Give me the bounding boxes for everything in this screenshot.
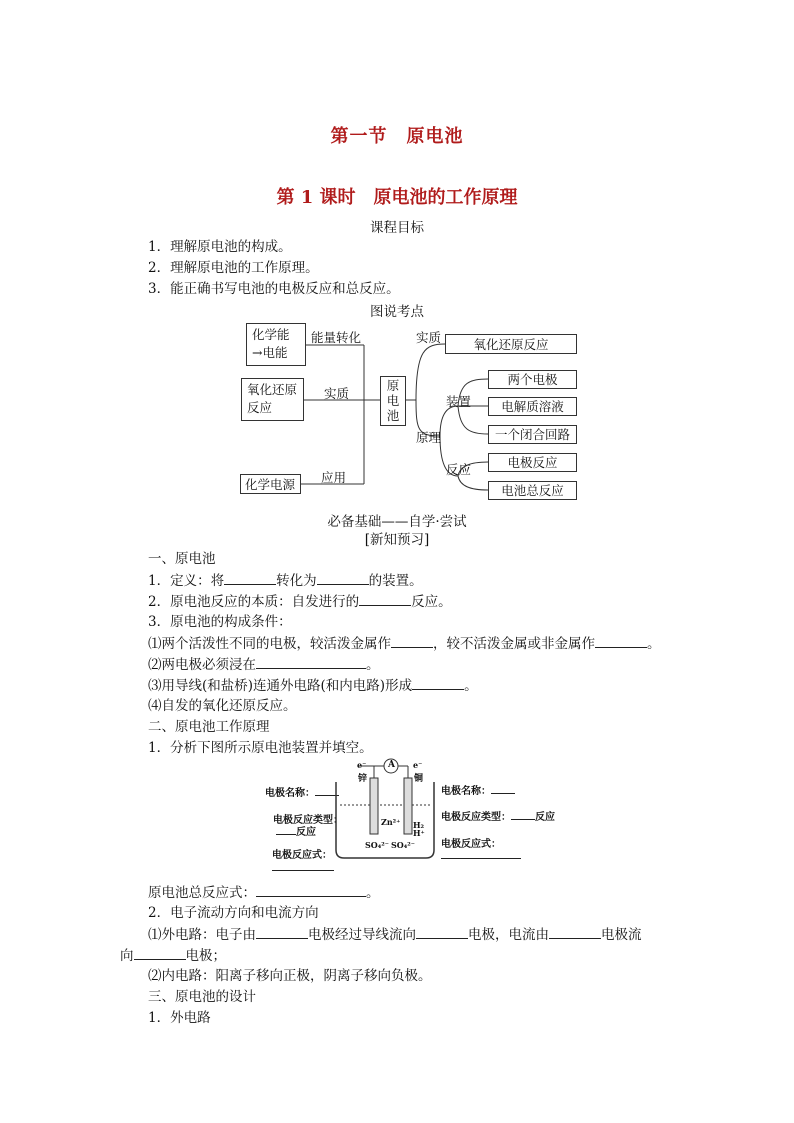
box-chemical-source: 化学电源 (240, 474, 301, 494)
diagram-heading: 图说考点 (370, 304, 424, 320)
label-essence-right: 实质 (416, 330, 442, 345)
center-char-2: 电 (386, 393, 400, 408)
label-essence-left: 实质 (324, 386, 350, 401)
part1-condition-4: ⑷自发的氧化还原反应。 (148, 698, 297, 714)
sulfate-label-1: SO₄²⁻ (365, 840, 389, 850)
left-type-suffix: 反应 (296, 827, 316, 838)
flow-heading: 2．电子流动方向和电流方向 (148, 905, 319, 921)
label-device: 装置 (446, 394, 472, 409)
flow1-text-c: 电极，电流由 (468, 927, 549, 943)
electron-label-left: e⁻ (357, 760, 367, 770)
box-electrolyte: 电解质溶液 (488, 397, 577, 416)
objective-1: 1．理解原电池的构成。 (148, 239, 292, 255)
cond2-text-b: 。 (366, 657, 380, 673)
box-chemical-energy-line1: 化学能 (252, 327, 290, 342)
blank-total-reaction[interactable] (256, 883, 366, 897)
box-chemical-energy-line2: →电能 (252, 345, 288, 360)
zinc-label: 锌 (358, 774, 368, 784)
box-redox-line1: 氧化还原 (247, 382, 298, 397)
right-name-label: 电极名称： (441, 786, 491, 797)
flow1-text-b: 电极经过导线流向 (308, 927, 416, 943)
basics-heading: 必备基础——自学·尝试 (327, 514, 467, 530)
hydrogen-gas-label: H₂ (413, 820, 425, 830)
cond1-text-c: 。 (647, 636, 661, 652)
part3-heading: 三、原电池的设计 (148, 989, 256, 1005)
definition-text-a: 1．定义：将 (148, 573, 225, 589)
cond3-text-b: 。 (464, 678, 478, 694)
total-text-a: 原电池总反应式： (148, 885, 256, 901)
definition-text-b: 转化为 (276, 573, 317, 589)
left-reaction-type: 电极反应类型： (273, 815, 343, 826)
ammeter-icon: A (388, 760, 395, 770)
electron-label-right: e⁻ (413, 760, 423, 770)
essence-text-a: 2．原电池反应的本质：自发进行的 (148, 594, 360, 610)
cond1-text-a: ⑴两个活泼性不同的电极，较活泼金属作 (148, 636, 391, 652)
box-redox-line2: 反应 (247, 400, 273, 415)
box-redox-right: 氧化还原反应 (445, 334, 577, 354)
label-reaction: 反应 (446, 462, 472, 477)
hydrogen-ion-label: H⁺ (413, 828, 425, 838)
center-char-1: 原 (386, 378, 400, 393)
flow-external (148, 925, 642, 944)
part3-item-1: 1．外电路 (148, 1010, 211, 1026)
part2-analyze: 1．分析下图所示原电池装置并填空。 (148, 740, 373, 756)
flow1-text-a: ⑴外电路：电子由 (148, 927, 256, 943)
right-type-label: 电极反应类型： (441, 812, 511, 823)
blank-flow-3[interactable] (549, 925, 601, 939)
copper-label: 铜 (414, 774, 424, 784)
cond3-text-a: ⑶用导线(和盐桥)连通外电路(和内电路)形成 (148, 678, 413, 694)
flow-external-cont (120, 946, 226, 965)
section-title: 第一节 原电池 (330, 126, 464, 147)
total-text-b: 。 (366, 885, 380, 901)
zinc-ion-label: Zn²⁺ (381, 817, 401, 827)
flow1-text-f: 电极； (185, 948, 226, 964)
left-name-label: 电极名称： (265, 788, 315, 799)
cond2-text-a: ⑵两电极必须浸在 (148, 657, 256, 673)
part1-conditions: 3．原电池的构成条件： (148, 614, 292, 630)
definition-text-c: 的装置。 (368, 573, 423, 589)
blank-flow-2[interactable] (416, 925, 468, 939)
total-reaction (148, 883, 380, 902)
sulfate-label-2: SO₄²⁻ (391, 840, 415, 850)
box-electrode-reaction: 电极反应 (488, 453, 577, 472)
label-application: 应用 (321, 470, 347, 485)
right-type-suffix: 反应 (535, 812, 555, 823)
part2-heading: 二、原电池工作原理 (148, 719, 270, 735)
objective-3: 3．能正确书写电池的电极反应和总反应。 (148, 281, 400, 297)
flow1-text-e: 向 (120, 948, 134, 964)
box-two-electrodes: 两个电极 (488, 370, 577, 389)
left-formula-label: 电极反应式： (272, 850, 332, 861)
part1-heading: 一、原电池 (148, 551, 216, 567)
objective-2: 2．理解原电池的工作原理。 (148, 260, 319, 276)
preview-heading: [新知预习] (364, 532, 430, 548)
center-char-3: 池 (386, 408, 400, 423)
objectives-heading: 课程目标 (370, 220, 424, 236)
blank-flow-4[interactable] (134, 946, 186, 960)
box-closed-circuit: 一个闭合回路 (488, 425, 577, 444)
label-energy-conversion: 能量转化 (311, 330, 362, 345)
flow-internal: ⑵内电路：阳离子移向正极，阴离子移向负极。 (148, 968, 432, 984)
label-principle: 原理 (416, 430, 442, 445)
right-formula-label: 电极反应式： (441, 839, 501, 850)
cond1-text-b: ，较不活泼金属或非金属作 (433, 636, 595, 652)
essence-text-b: 反应。 (411, 594, 452, 610)
lesson-title: 第 1 课时 原电池的工作原理 (276, 187, 518, 208)
flow1-text-d: 电极流 (601, 927, 642, 943)
blank-flow-1[interactable] (256, 925, 308, 939)
box-total-reaction: 电池总反应 (488, 481, 577, 500)
